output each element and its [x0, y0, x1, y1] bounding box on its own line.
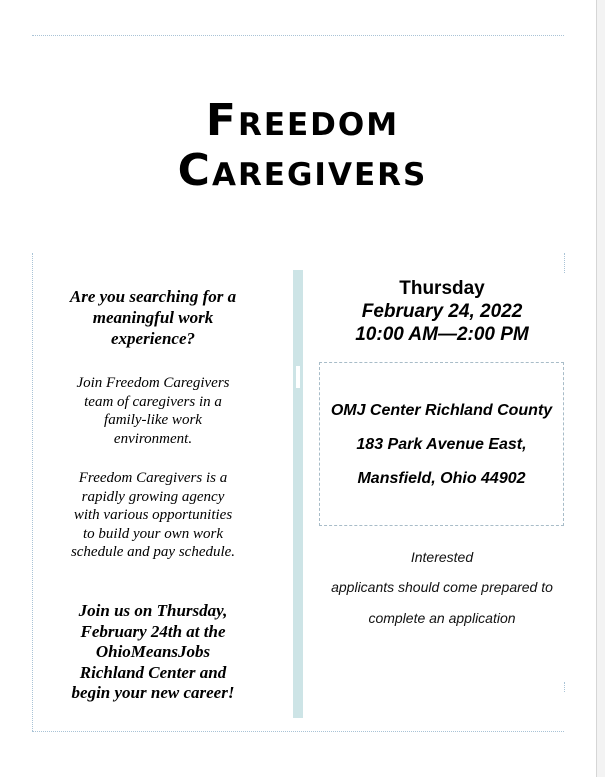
lead-question-line: meaningful work — [92, 308, 214, 327]
intro-paragraph — [40, 374, 266, 448]
flyer-title — [0, 96, 605, 196]
venue-street: 183 Park Avenue East, — [356, 436, 527, 453]
intro-line: environment. — [113, 430, 193, 447]
agency-line: to build your own work — [82, 525, 223, 542]
column-divider — [293, 270, 303, 718]
agency-line: schedule and pay schedule. — [70, 544, 236, 560]
venue-name: OMJ Center Richland County — [330, 402, 553, 419]
right-box-guide-bottom — [564, 682, 565, 692]
event-time: 10:00 AM—2:00 PM — [355, 324, 529, 345]
agency-line: rapidly growing agency — [81, 488, 225, 505]
note-line-1: Interested — [410, 549, 474, 565]
agency-line: with various opportunities — [73, 507, 233, 523]
intro-line: Join Freedom Caregivers — [76, 375, 230, 391]
intro-line: family-like work — [104, 412, 202, 428]
closing-line: begin your new career! — [71, 683, 235, 702]
lead-question-line: Are you searching for a — [69, 287, 237, 306]
lead-question-line: experience? — [110, 329, 196, 348]
event-date: February 24, 2022 — [361, 301, 523, 322]
note-line-2: applicants should come prepared to — [331, 579, 553, 595]
lead-question — [40, 286, 266, 349]
frame-bottom-guide — [32, 731, 564, 732]
divider-notch — [296, 366, 300, 388]
note-line-3: complete an application — [368, 610, 516, 626]
closing-line: February 24th at the — [80, 621, 226, 641]
closing-line: Richland Center and — [79, 662, 227, 682]
title-line-2: Caregivers — [177, 145, 428, 196]
agency-paragraph — [40, 469, 266, 562]
closing-invitation — [40, 601, 266, 704]
event-datetime — [316, 277, 568, 346]
event-day: Thursday — [399, 278, 485, 299]
right-box-guide-top — [564, 253, 565, 273]
frame-top-guide — [32, 35, 564, 36]
venue-city: Mansfield, Ohio 44902 — [357, 470, 526, 487]
intro-line: team of caregivers in a — [84, 393, 222, 410]
closing-line: Join us on Thursday, — [78, 601, 228, 620]
closing-line: OhioMeansJobs — [95, 642, 211, 661]
left-box-guide — [32, 253, 33, 731]
title-line-1: Freedom — [205, 95, 400, 146]
agency-line: Freedom Caregivers is a — [78, 470, 228, 486]
